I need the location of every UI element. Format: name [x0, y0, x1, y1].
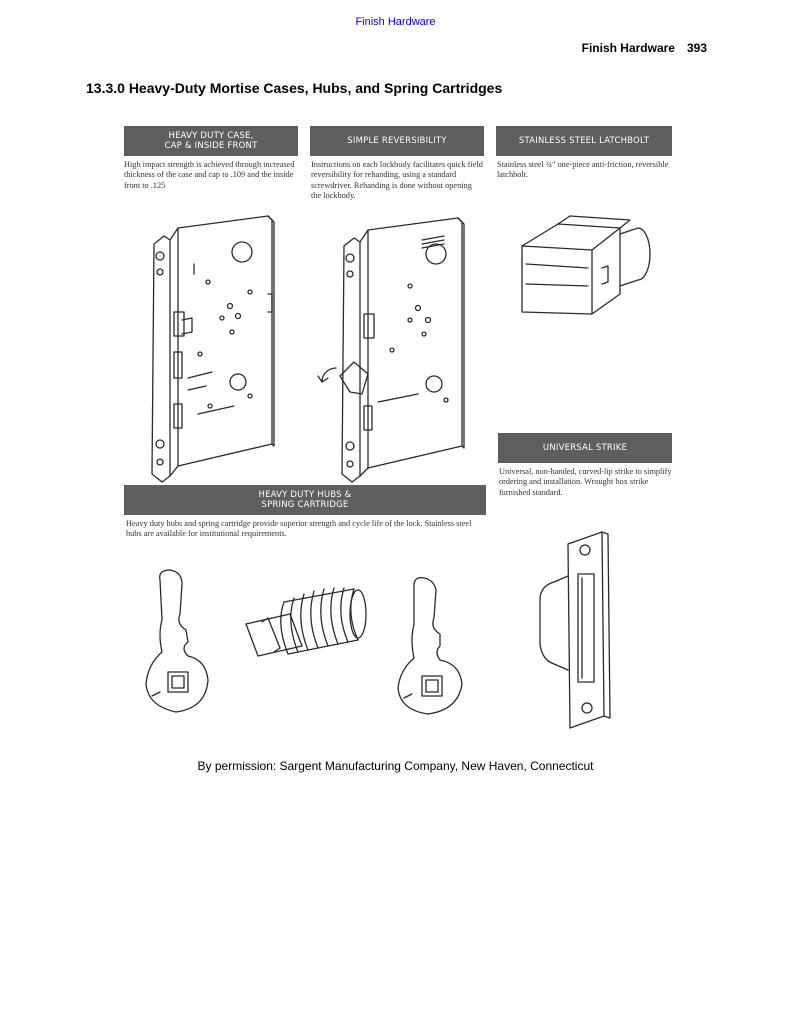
panel-caption-strike: Universal, non-handed, curved-lip strike to simplify ordering and installation. Wrought box strike furnished standard. [499, 467, 672, 497]
permission-credit: By permission: Sargent Manufacturing Company, New Haven, Connecticut [197, 759, 594, 773]
spring-cartridge-drawing [246, 588, 366, 656]
hub-right-drawing [398, 578, 462, 714]
panel-caption-latchbolt: Stainless steel ¾" one-piece anti-friction, reversible latchbolt. [497, 160, 669, 180]
running-head [582, 41, 707, 55]
panel-heading-latchbolt-text: STAINLESS STEEL LATCHBOLT [518, 135, 650, 146]
latchbolt-drawing [522, 216, 650, 314]
hardware-figure [122, 124, 674, 734]
header-link[interactable]: Finish Hardware [355, 16, 436, 28]
running-title: Finish Hardware [581, 41, 675, 55]
panel-heading-hubs-line1: HEAVY DUTY HUBS & [258, 489, 352, 500]
panel-heading-case-line2: CAP & INSIDE FRONT [164, 141, 258, 151]
panel-heading-reversibility-text: SIMPLE REVERSIBILITY [347, 135, 447, 146]
page-number: 393 [686, 41, 707, 55]
panel-heading-case-line1: HEAVY DUTY CASE, [168, 130, 254, 141]
universal-strike-drawing [540, 532, 610, 728]
panel-heading-hubs-line2: SPRING CARTRIDGE [261, 500, 349, 510]
section-title: 13.3.0 Heavy-Duty Mortise Cases, Hubs, and Spring Cartridges [86, 80, 503, 96]
mortise-case-drawing [152, 216, 274, 482]
panel-caption-reversibility: Instructions on each lockbody facilitates quick field reversibility for rehanding, using a standard screwdriver. Rehanding is done without opening the lockbody. [311, 160, 483, 200]
panel-caption-hubs: Heavy duty hubs and spring cartridge provide superior strength and cycle life of the lock. Stainless steel hubs are available for institutional requirements. [126, 519, 472, 539]
hub-left-drawing [146, 570, 208, 712]
reversible-lockbody-drawing [318, 218, 464, 482]
panel-heading-strike-text: UNIVERSAL STRIKE [542, 442, 628, 453]
panel-caption-case: High impact strength is achieved through increased thickness of the case and cap to .109 and the inside front to .125 [124, 160, 295, 190]
